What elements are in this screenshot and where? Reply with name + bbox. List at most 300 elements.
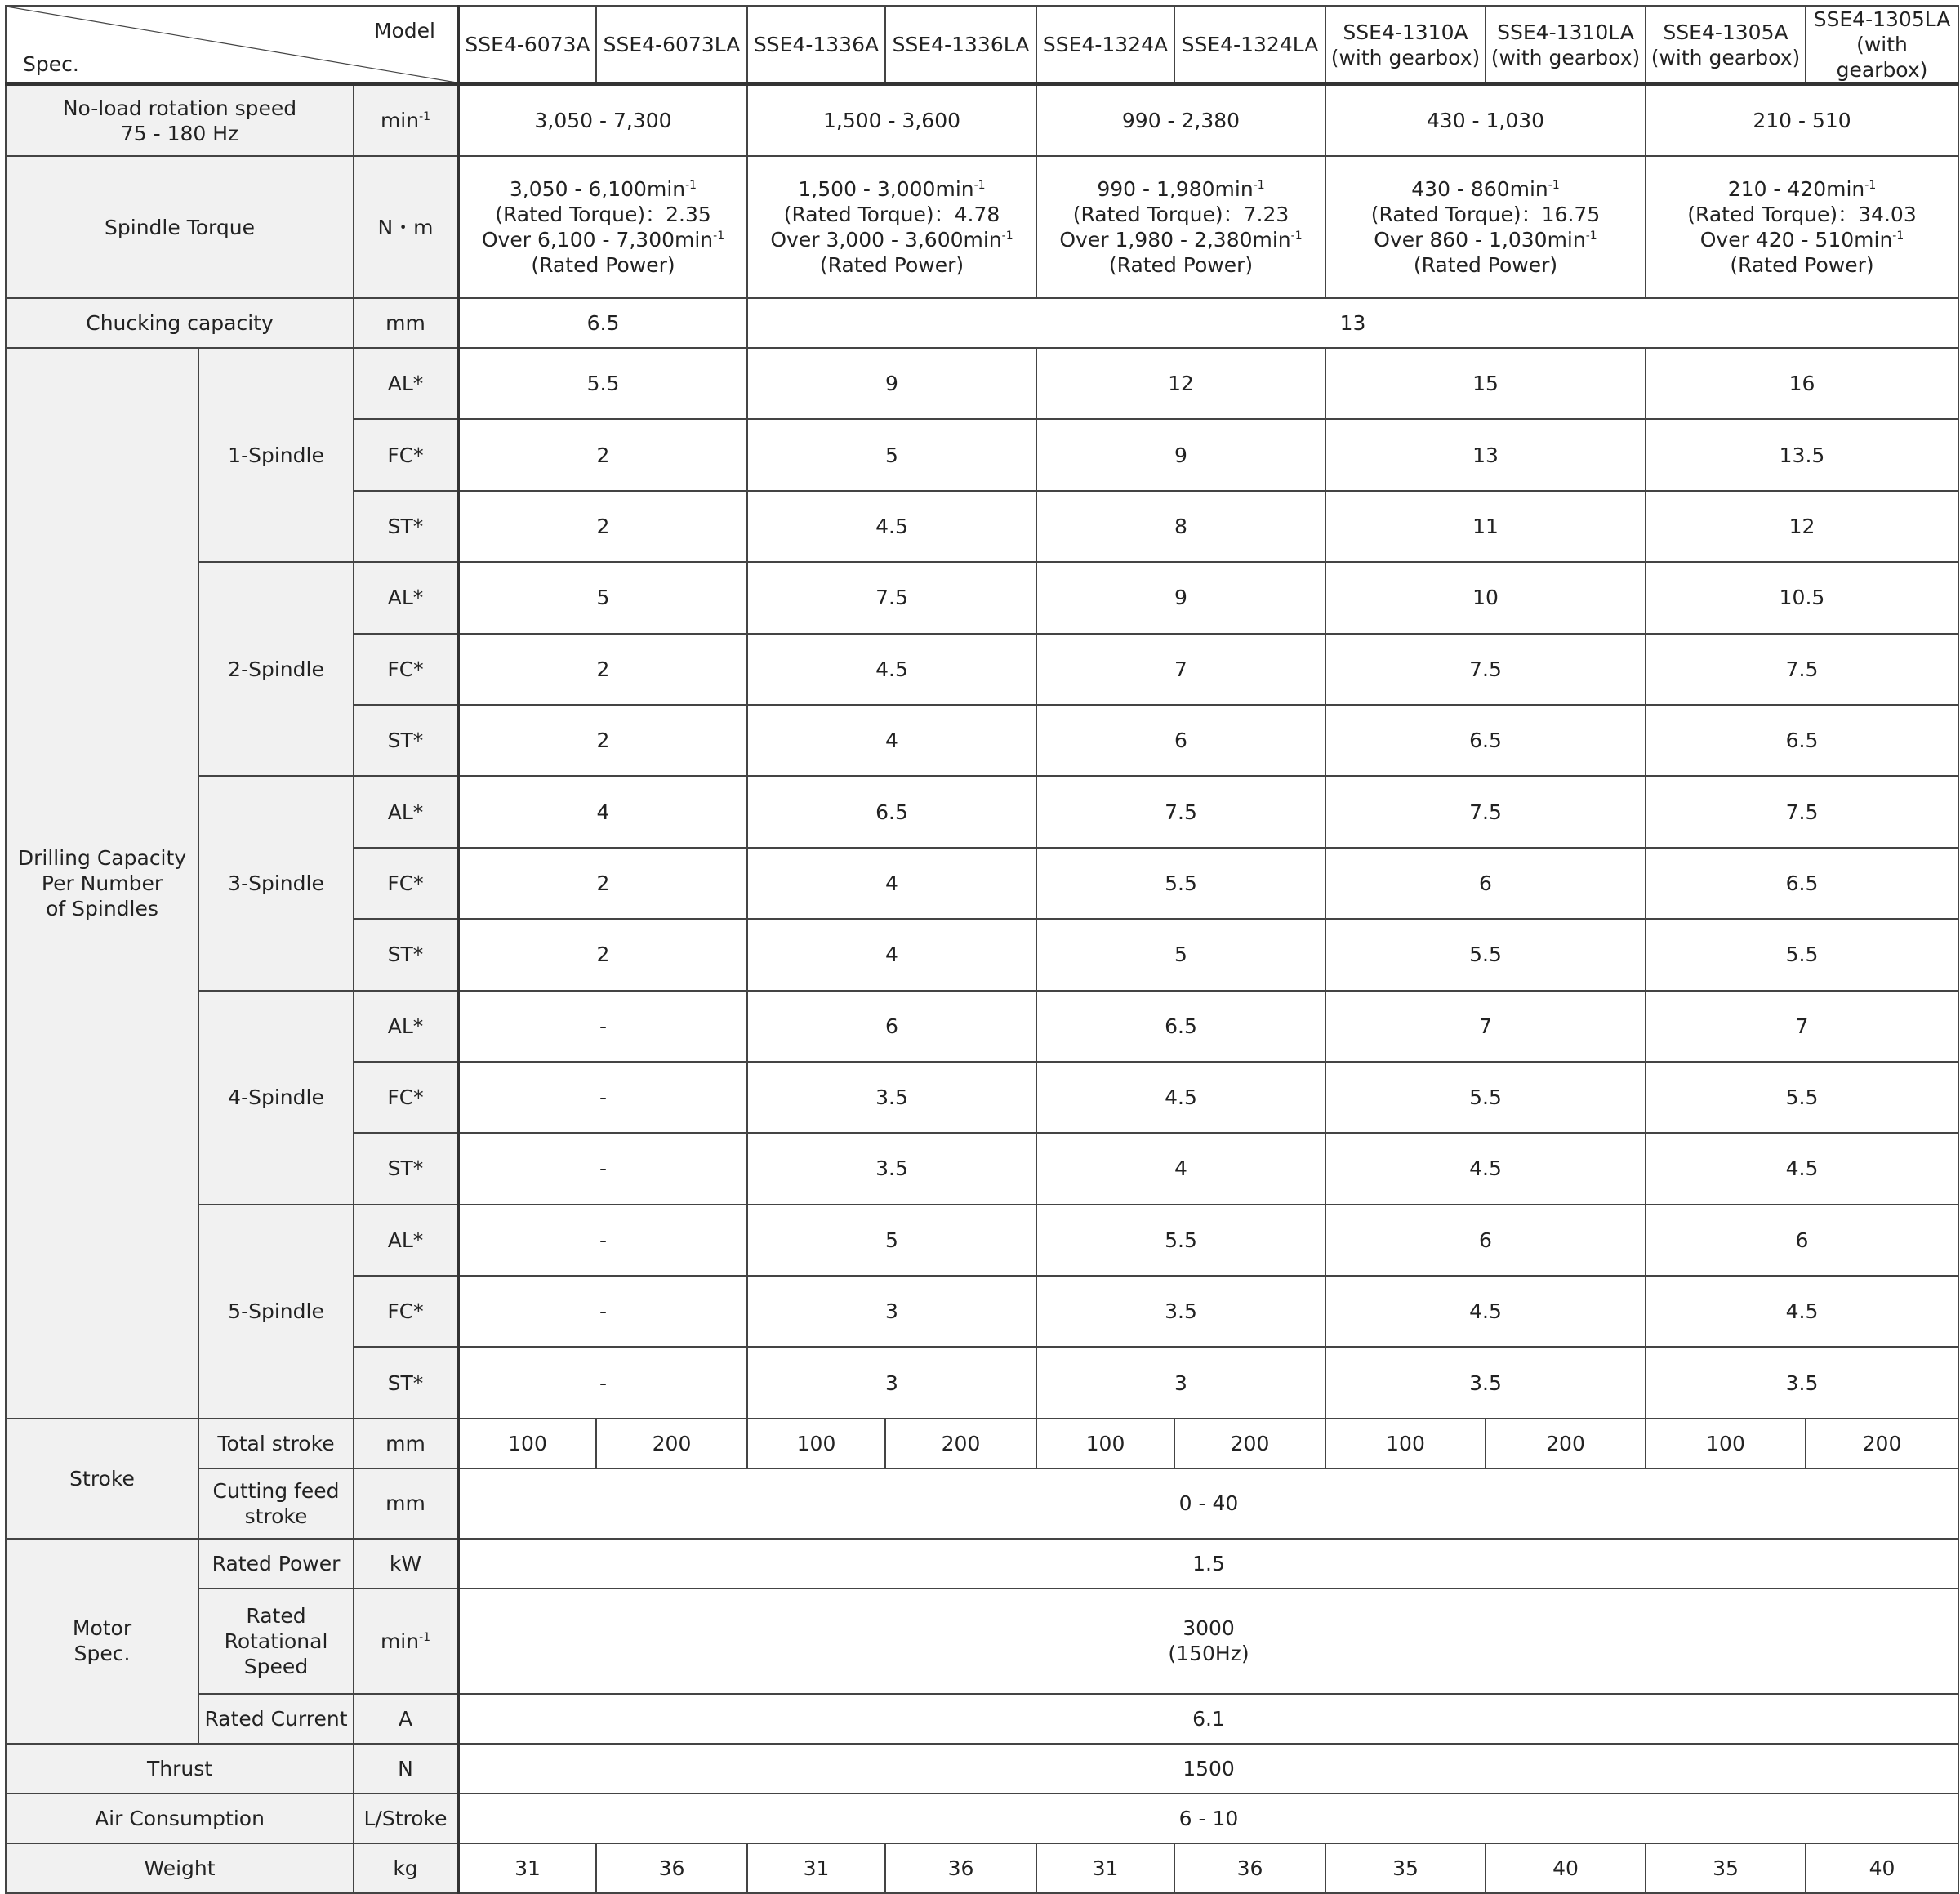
- spindle-group-label: [198, 991, 354, 1205]
- material-label: [354, 1062, 458, 1133]
- thrust-unit-text: N: [398, 1756, 413, 1780]
- drilling-value: [1646, 1276, 1958, 1347]
- weight-value-text: 31: [1092, 1856, 1119, 1880]
- drilling-value: [1036, 776, 1325, 847]
- unit-base: min: [380, 109, 420, 132]
- drilling-value-text: 4: [596, 800, 610, 824]
- air-label: [6, 1794, 354, 1843]
- drilling-value: [458, 634, 747, 705]
- drilling-value-text: -: [599, 1156, 608, 1181]
- drilling-value-text: -: [599, 1370, 608, 1395]
- torque-value: [1646, 156, 1958, 298]
- model-header: [1174, 6, 1325, 84]
- drilling-label-text: Drilling Capacity Per Number of Spindles: [17, 845, 187, 920]
- drilling-value-text: 7: [1479, 1014, 1492, 1038]
- drilling-value: [458, 776, 747, 847]
- material-label: [354, 919, 458, 990]
- drilling-value: [1325, 1133, 1646, 1204]
- total-stroke-value: [885, 1419, 1036, 1468]
- material-label-text: AL*: [387, 1014, 424, 1038]
- drilling-value-text: 13.5: [1779, 443, 1825, 467]
- drilling-value: [747, 776, 1036, 847]
- drilling-value: [1036, 419, 1325, 490]
- drilling-value-text: 5: [596, 586, 610, 610]
- drilling-value-text: 12: [1168, 372, 1194, 396]
- rated-power-value-text: 1.5: [1192, 1551, 1225, 1575]
- model-header-text: SSE4-1310A (with gearbox): [1330, 20, 1481, 69]
- model-header-text: SSE4-1336A: [753, 33, 880, 56]
- drilling-value-text: 7.5: [1785, 800, 1819, 824]
- chucking-row: [6, 298, 1958, 348]
- torque-superscript: -1: [1001, 230, 1013, 243]
- unit-base: min: [380, 1629, 420, 1653]
- drilling-value: [458, 1347, 747, 1418]
- drilling-value: [747, 634, 1036, 705]
- drilling-value-text: 3: [885, 1299, 898, 1324]
- drilling-value: [1325, 1062, 1646, 1133]
- material-label: [354, 1205, 458, 1276]
- rated-power-value: [458, 1539, 1958, 1589]
- weight-value-text: 40: [1869, 1856, 1895, 1880]
- torque-row: [6, 156, 1958, 298]
- weight-value-text: 31: [514, 1856, 541, 1880]
- drilling-value-text: 7.5: [875, 586, 908, 610]
- noload-value-text: 210 - 510: [1753, 109, 1851, 132]
- spindle-group-label-text: 1-Spindle: [228, 443, 324, 467]
- drilling-value: [1646, 1205, 1958, 1276]
- torque-line-text: 430 - 860min: [1411, 177, 1548, 201]
- total-stroke-value-text: 200: [652, 1431, 692, 1455]
- drilling-value-text: 3: [1174, 1370, 1187, 1395]
- drilling-row: [6, 991, 1958, 1062]
- material-label-text: ST*: [387, 1370, 424, 1395]
- noload-value: [1036, 84, 1325, 156]
- drilling-value: [1036, 705, 1325, 776]
- air-value: [458, 1794, 1958, 1843]
- drilling-value-text: 5.5: [1165, 871, 1197, 895]
- drilling-value-text: 4: [1174, 1156, 1187, 1181]
- drilling-label: [6, 348, 198, 1419]
- drilling-value: [458, 1133, 747, 1204]
- drilling-value-text: -: [599, 1299, 608, 1324]
- drilling-value-text: 2: [596, 943, 610, 967]
- drilling-value: [1036, 562, 1325, 633]
- material-label-text: ST*: [387, 1156, 424, 1181]
- total-stroke-label: [198, 1419, 354, 1468]
- torque-line: [463, 202, 743, 227]
- torque-label-text: Spindle Torque: [105, 215, 255, 239]
- torque-superscript: -1: [973, 179, 986, 192]
- drilling-value: [747, 705, 1036, 776]
- rated-speed-unit: [354, 1589, 458, 1694]
- drilling-value: [747, 562, 1036, 633]
- torque-line-text: (Rated Power): [1108, 253, 1254, 277]
- chucking-value-text: 13: [1339, 311, 1366, 335]
- spindle-group-label-text: 5-Spindle: [228, 1299, 324, 1324]
- cutting-stroke-unit: [354, 1468, 458, 1539]
- thrust-value: [458, 1744, 1958, 1794]
- model-header-text: SSE4-1324A: [1042, 33, 1169, 56]
- drilling-value: [1036, 848, 1325, 919]
- drilling-value: [458, 419, 747, 490]
- torque-line: [1650, 176, 1954, 202]
- drilling-value: [1325, 848, 1646, 919]
- drilling-value-text: 7.5: [1785, 657, 1819, 681]
- total-stroke-value: [1646, 1419, 1806, 1468]
- weight-unit-text: kg: [393, 1856, 418, 1880]
- torque-line: [1330, 202, 1642, 227]
- total-stroke-value: [1036, 1419, 1174, 1468]
- drilling-value-text: 4.5: [1469, 1299, 1502, 1324]
- noload-label: [6, 84, 354, 156]
- torque-line-text: (Rated Power): [819, 253, 964, 277]
- material-label-text: AL*: [387, 586, 424, 610]
- model-header-text: SSE4-1336LA: [892, 33, 1030, 56]
- drilling-value: [1325, 705, 1646, 776]
- cutting-stroke-value-text: 0 - 40: [1178, 1491, 1239, 1516]
- material-label: [354, 991, 458, 1062]
- drilling-value: [747, 848, 1036, 919]
- torque-line: [1330, 176, 1642, 202]
- drilling-value: [1646, 634, 1958, 705]
- total-stroke-unit-text: mm: [385, 1431, 425, 1455]
- chucking-unit: [354, 298, 458, 348]
- drilling-value: [1325, 348, 1646, 419]
- thrust-row: [6, 1744, 1958, 1794]
- weight-value-text: 36: [1236, 1856, 1263, 1880]
- torque-line-text: (Rated Torque)：34.03: [1687, 203, 1917, 226]
- drilling-row: [6, 562, 1958, 633]
- torque-value: [1325, 156, 1646, 298]
- drilling-value-text: 9: [1174, 586, 1187, 610]
- drilling-value-text: 10: [1472, 586, 1499, 610]
- drilling-value-text: 4.5: [875, 657, 908, 681]
- drilling-value-text: 5: [1174, 943, 1187, 967]
- drilling-value: [747, 491, 1036, 562]
- torque-line-text: Over 6,100 - 7,300min: [481, 228, 714, 252]
- torque-line: [1650, 252, 1954, 278]
- drilling-value-text: 6.5: [875, 800, 908, 824]
- torque-line: [1040, 227, 1321, 252]
- drilling-value-text: 5.5: [1785, 1085, 1819, 1110]
- air-label-text: Air Consumption: [95, 1806, 265, 1830]
- total-stroke-value-text: 200: [1546, 1431, 1585, 1455]
- total-stroke-value-text: 100: [1085, 1431, 1125, 1455]
- drilling-value-text: 2: [596, 729, 610, 753]
- material-label: [354, 848, 458, 919]
- rated-power-unit-text: kW: [389, 1551, 422, 1575]
- torque-value: [747, 156, 1036, 298]
- torque-superscript: -1: [1864, 179, 1877, 192]
- model-header: [596, 6, 747, 84]
- drilling-value: [458, 1205, 747, 1276]
- model-header: [747, 6, 885, 84]
- torque-unit: [354, 156, 458, 298]
- drilling-value-text: 6.5: [1785, 871, 1819, 895]
- rated-speed-row: [6, 1589, 1958, 1694]
- rated-current-value: [458, 1694, 1958, 1744]
- drilling-value: [1325, 491, 1646, 562]
- drilling-value: [1036, 1133, 1325, 1204]
- torque-line: [1040, 176, 1321, 202]
- model-header-text: SSE4-1310LA (with gearbox): [1490, 20, 1641, 69]
- drilling-value-text: 5.5: [1469, 1085, 1502, 1110]
- torque-line-text: Over 860 - 1,030min: [1374, 228, 1586, 252]
- thrust-value-text: 1500: [1183, 1756, 1235, 1780]
- drilling-value-text: 5: [885, 1228, 898, 1252]
- drilling-value: [1325, 634, 1646, 705]
- drilling-value: [1646, 1347, 1958, 1418]
- drilling-value-text: 10.5: [1779, 586, 1825, 610]
- cutting-stroke-label-text: Cutting feed stroke: [212, 1478, 340, 1528]
- total-stroke-unit: [354, 1419, 458, 1468]
- torque-line: [1330, 227, 1642, 252]
- cutting-stroke-value: [458, 1468, 1958, 1539]
- total-stroke-value-text: 100: [508, 1431, 547, 1455]
- drilling-value-text: 4: [885, 729, 898, 753]
- material-label: [354, 705, 458, 776]
- weight-value-text: 35: [1713, 1856, 1739, 1880]
- drilling-value-text: 6: [1479, 1228, 1492, 1252]
- drilling-value: [747, 991, 1036, 1062]
- material-label: [354, 1276, 458, 1347]
- torque-line-text: Over 3,000 - 3,600min: [770, 228, 1002, 252]
- spindle-group-label: [198, 562, 354, 776]
- material-label-text: ST*: [387, 514, 424, 538]
- corner-header: [6, 6, 458, 84]
- total-stroke-value: [1174, 1419, 1325, 1468]
- torque-line: [751, 202, 1032, 227]
- thrust-label-text: Thrust: [146, 1756, 213, 1780]
- drilling-value: [1646, 491, 1958, 562]
- weight-label-text: Weight: [144, 1856, 216, 1880]
- drilling-value-text: 2: [596, 871, 610, 895]
- drilling-value: [458, 1062, 747, 1133]
- rated-current-label-text: Rated Current: [204, 1706, 348, 1731]
- torque-line: [751, 252, 1032, 278]
- total-stroke-value-text: 100: [1386, 1431, 1425, 1455]
- cutting-stroke-row: [6, 1468, 1958, 1539]
- drilling-value: [1646, 348, 1958, 419]
- model-header-text: SSE4-1305A (with gearbox): [1650, 20, 1801, 69]
- material-label: [354, 562, 458, 633]
- drilling-value: [1646, 1133, 1958, 1204]
- drilling-row: [6, 776, 1958, 847]
- weight-value-text: 40: [1552, 1856, 1579, 1880]
- total-stroke-label-text: Total stroke: [217, 1431, 335, 1455]
- drilling-value: [1036, 1062, 1325, 1133]
- torque-line: [751, 176, 1032, 202]
- rated-speed-label-text: Rated Rotational Speed: [224, 1603, 328, 1678]
- motor-label-text: Motor Spec.: [72, 1616, 132, 1666]
- drilling-value: [1036, 991, 1325, 1062]
- weight-value-text: 35: [1392, 1856, 1419, 1880]
- drilling-value: [1646, 419, 1958, 490]
- drilling-value: [458, 848, 747, 919]
- drilling-value-text: 7.5: [1469, 657, 1502, 681]
- torque-line-text: (Rated Torque)：16.75: [1370, 203, 1601, 226]
- drilling-value-text: 4.5: [1785, 1299, 1819, 1324]
- torque-label: [6, 156, 354, 298]
- spindle-group-label-text: 3-Spindle: [228, 871, 324, 895]
- model-header: [1325, 6, 1486, 84]
- torque-line: [1040, 252, 1321, 278]
- noload-value-text: 1,500 - 3,600: [822, 109, 961, 132]
- drilling-value-text: 7: [1795, 1014, 1809, 1038]
- drilling-value: [1036, 634, 1325, 705]
- weight-value-text: 31: [803, 1856, 830, 1880]
- drilling-value-text: 3: [885, 1370, 898, 1395]
- drilling-value: [1325, 1347, 1646, 1418]
- drilling-value: [747, 919, 1036, 990]
- spindle-group-label: [198, 776, 354, 990]
- material-label-text: FC*: [387, 871, 424, 895]
- drilling-value: [747, 1133, 1036, 1204]
- model-header-text: SSE4-1305LA (with gearbox): [1813, 7, 1951, 82]
- drilling-value-text: 12: [1788, 514, 1815, 538]
- drilling-value: [747, 348, 1036, 419]
- drilling-value-text: 5.5: [1785, 943, 1819, 967]
- drilling-value: [1325, 1205, 1646, 1276]
- total-stroke-value: [596, 1419, 747, 1468]
- torque-superscript: -1: [1253, 179, 1265, 192]
- drilling-value: [1036, 1205, 1325, 1276]
- spindle-group-label-text: 2-Spindle: [228, 657, 324, 681]
- model-header-text: SSE4-1324LA: [1181, 33, 1319, 56]
- weight-value-text: 36: [947, 1856, 974, 1880]
- drilling-value-text: 2: [596, 443, 610, 467]
- chucking-value-text: 6.5: [586, 311, 620, 335]
- drilling-value-text: 6.5: [1469, 729, 1502, 753]
- material-label-text: ST*: [387, 729, 424, 753]
- drilling-value-text: 6.5: [1785, 729, 1819, 753]
- spindle-group-label: [198, 1205, 354, 1419]
- model-header: [1806, 6, 1958, 84]
- material-label: [354, 634, 458, 705]
- drilling-value: [458, 491, 747, 562]
- drilling-value-text: 3.5: [1785, 1370, 1819, 1395]
- torque-value: [458, 156, 747, 298]
- rated-power-row: [6, 1539, 1958, 1589]
- torque-line-text: (Rated Torque)：2.35: [495, 203, 711, 226]
- drilling-value-text: 16: [1788, 372, 1815, 396]
- material-label: [354, 776, 458, 847]
- model-header: [458, 6, 596, 84]
- drilling-row: [6, 348, 1958, 419]
- unit-superscript: -1: [419, 1630, 431, 1644]
- torque-line-text: 210 - 420min: [1727, 177, 1865, 201]
- drilling-value-text: 3.5: [875, 1085, 908, 1110]
- drilling-value: [458, 348, 747, 419]
- noload-value: [458, 84, 747, 156]
- drilling-value: [1036, 1276, 1325, 1347]
- weight-value-text: 36: [658, 1856, 685, 1880]
- thrust-unit: [354, 1744, 458, 1794]
- thrust-label: [6, 1744, 354, 1794]
- rated-power-label-text: Rated Power: [212, 1551, 341, 1575]
- torque-line: [1330, 252, 1642, 278]
- material-label-text: FC*: [387, 1085, 424, 1110]
- torque-superscript: -1: [1290, 230, 1303, 243]
- torque-line: [463, 227, 743, 252]
- drilling-value: [747, 419, 1036, 490]
- drilling-value-text: 6: [1795, 1228, 1809, 1252]
- drilling-value-text: 9: [885, 372, 898, 396]
- torque-line-text: (Rated Torque)：4.78: [783, 203, 1000, 226]
- torque-line-text: 1,500 - 3,000min: [798, 177, 974, 201]
- torque-line: [1650, 202, 1954, 227]
- torque-superscript: -1: [1585, 230, 1597, 243]
- drilling-value: [1646, 776, 1958, 847]
- noload-value: [747, 84, 1036, 156]
- drilling-value: [747, 1205, 1036, 1276]
- corner-model-label: Model: [373, 19, 435, 42]
- material-label: [354, 1347, 458, 1418]
- torque-line-text: (Rated Power): [1730, 253, 1874, 277]
- total-stroke-value-text: 100: [796, 1431, 836, 1455]
- material-label: [354, 1133, 458, 1204]
- drilling-value: [458, 991, 747, 1062]
- material-label-text: FC*: [387, 443, 424, 467]
- drilling-value-text: 6.5: [1165, 1014, 1197, 1038]
- rated-speed-label: [198, 1589, 354, 1694]
- drilling-value-text: -: [599, 1085, 608, 1110]
- total-stroke-value: [1486, 1419, 1646, 1468]
- model-header-text: SSE4-6073LA: [603, 33, 741, 56]
- drilling-value-text: 4.5: [875, 514, 908, 538]
- torque-value: [1036, 156, 1325, 298]
- drilling-value-text: 6: [885, 1014, 898, 1038]
- drilling-value: [1036, 491, 1325, 562]
- drilling-value-text: 3.5: [875, 1156, 908, 1181]
- stroke-label: [6, 1419, 198, 1539]
- drilling-value: [1646, 991, 1958, 1062]
- total-stroke-value: [1325, 1419, 1486, 1468]
- rated-power-unit: [354, 1539, 458, 1589]
- rated-speed-value-text: 3000 (150Hz): [1168, 1616, 1250, 1666]
- torque-line-text: 990 - 1,980min: [1097, 177, 1254, 201]
- drilling-value-text: 6: [1174, 729, 1187, 753]
- model-header: [1486, 6, 1646, 84]
- drilling-value-text: 4.5: [1785, 1156, 1819, 1181]
- drilling-value-text: 11: [1472, 514, 1499, 538]
- model-header: [1646, 6, 1806, 84]
- noload-value-text: 3,050 - 7,300: [534, 109, 672, 132]
- total-stroke-value: [747, 1419, 885, 1468]
- drilling-value: [1325, 991, 1646, 1062]
- spindle-group-label: [198, 348, 354, 562]
- material-label-text: FC*: [387, 1299, 424, 1324]
- noload-value: [1325, 84, 1646, 156]
- torque-superscript: -1: [713, 230, 725, 243]
- torque-line: [751, 227, 1032, 252]
- rated-current-label: [198, 1694, 354, 1744]
- drilling-value-text: 7: [1174, 657, 1187, 681]
- air-value-text: 6 - 10: [1178, 1806, 1239, 1830]
- drilling-value-text: 2: [596, 657, 610, 681]
- noload-label-text: No-load rotation speed 75 - 180 Hz: [62, 96, 297, 145]
- chucking-label-text: Chucking capacity: [86, 311, 274, 335]
- noload-value-text: 430 - 1,030: [1426, 109, 1545, 132]
- material-label: [354, 419, 458, 490]
- drilling-value: [1646, 705, 1958, 776]
- cutting-stroke-label: [198, 1468, 354, 1539]
- drilling-value-text: 4: [885, 871, 898, 895]
- chucking-value: [747, 298, 1958, 348]
- drilling-value: [1036, 1347, 1325, 1418]
- drilling-value-text: 4.5: [1469, 1156, 1502, 1181]
- drilling-value: [1325, 919, 1646, 990]
